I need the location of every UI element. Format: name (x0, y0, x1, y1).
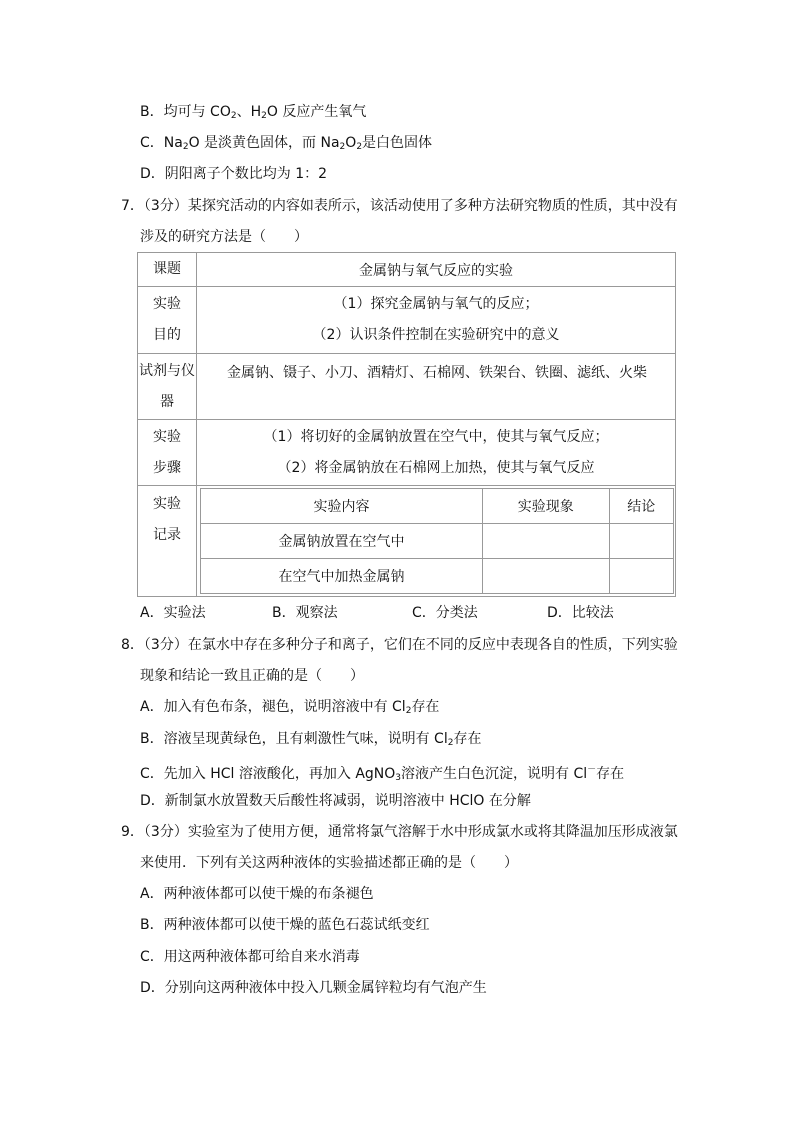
q8-option-b: B．溶液呈现黄绿色，且有刺激性气味，说明有 $Cl_2$存在 (140, 731, 482, 748)
q8-stem-line1: 8．（3分）在氯水中存在多种分子和离子，它们在不同的反应中表现各自的性质，下列实验 (121, 637, 678, 653)
q9-stem-line1: 9．（3分）实验室为了使用方便，通常将氯气溶解于水中形成氯水或将其降温加压形成液氯 (121, 824, 678, 840)
q8-stem-line2: 现象和结论一致且正确的是（ ） (140, 668, 364, 684)
q7-option-b: B．观察法 (272, 605, 338, 621)
q8-option-d: D．新制氯水放置数天后酸性将减弱，说明溶液中 HClO 在分解 (140, 793, 531, 809)
subtable-row-label: 金属钠放置在空气中 (201, 524, 483, 559)
q8-option-c: C．先加入 HCl 溶液酸化，再加入 AgNO$_3$溶液产生白色沉淀，说明有 Cl－存在 (140, 765, 625, 783)
table-purpose-content: （1）探究金属钠与氧气的反应； （2）认识条件控制在实验研究中的意义 (197, 287, 676, 354)
table-label-purpose: 实验 目的 (138, 287, 197, 354)
q6-option-c: C．$Na_2O$ 是淡黄色固体，而 $Na_2O_2$是白色固体 (140, 135, 433, 152)
table-topic-content: 金属钠与氧气反应的实验 (197, 253, 676, 287)
q9-option-b: B．两种液体都可以使干燥的蓝色石蕊试纸变红 (140, 917, 430, 933)
table-reagents-content: 金属钠、镊子、小刀、酒精灯、石棉网、铁架台、铁圈、滤纸、火柴 (197, 354, 676, 420)
q7-options (140, 603, 660, 623)
q7-table (137, 252, 676, 597)
table-label-reagents: 试剂与仪 器 (138, 354, 197, 420)
record-subtable (200, 488, 674, 594)
table-label-topic: 课题 (138, 253, 197, 287)
q9-option-c: C．用这两种液体都可给自来水消毒 (140, 949, 360, 965)
q9-option-a: A．两种液体都可以使干燥的布条褪色 (140, 886, 374, 902)
q7-option-a: A．实验法 (140, 605, 206, 621)
q8-option-a: A．加入有色布条，褪色，说明溶液中有 $Cl_2$存在 (140, 699, 440, 716)
table-steps-content: （1）将切好的金属钠放置在空气中，使其与氧气反应； （2）将金属钠放在石棉网上加热，使其与氧气反应 (197, 420, 676, 486)
q6-option-d: D．阴阳离子个数比均为 1：2 (140, 166, 328, 182)
q7-option-d: D．比较法 (547, 605, 614, 621)
q9-stem-line2: 来使用．下列有关这两种液体的实验描述都正确的是（ ） (140, 855, 518, 871)
subtable-cell (483, 559, 610, 594)
subtable-cell (483, 524, 610, 559)
q7-stem-line2: 涉及的研究方法是（ ） (140, 229, 308, 245)
table-label-steps: 实验 步骤 (138, 420, 197, 486)
subtable-header: 结论 (609, 489, 673, 524)
subtable-cell (609, 524, 673, 559)
table-record-content (197, 486, 676, 597)
q7-stem-line1: 7．（3分）某探究活动的内容如表所示，该活动使用了多种方法研究物质的性质，其中没有 (121, 198, 678, 214)
table-label-record: 实验 记录 (138, 486, 197, 597)
q9-option-d: D．分别向这两种液体中投入几颗金属锌粒均有气泡产生 (140, 980, 487, 996)
subtable-row-label: 在空气中加热金属钠 (201, 559, 483, 594)
subtable-header: 实验现象 (483, 489, 610, 524)
q6-option-b: B．均可与 $CO_2$、$H_2O$ 反应产生氧气 (140, 104, 367, 121)
subtable-cell (609, 559, 673, 594)
subtable-header: 实验内容 (201, 489, 483, 524)
q7-option-c: C．分类法 (412, 605, 478, 621)
